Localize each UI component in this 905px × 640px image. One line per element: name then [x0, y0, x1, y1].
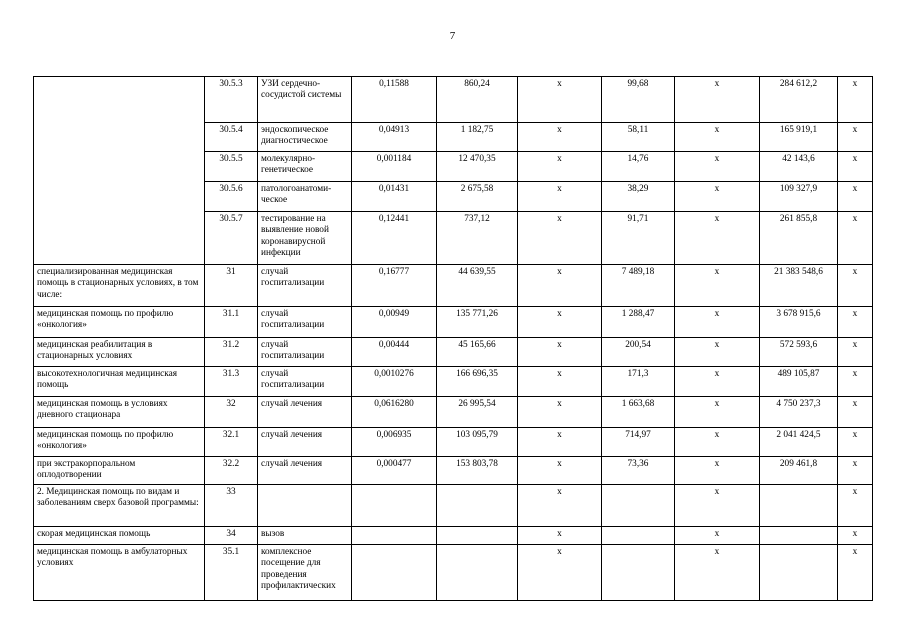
cell-cost: 737,12 [437, 212, 518, 265]
cell-code: 32.1 [205, 428, 258, 457]
cell-col9: 572 593,6 [760, 338, 838, 367]
cell-col8: х [675, 545, 760, 601]
cell-cost: 45 165,66 [437, 338, 518, 367]
cell-col10: х [838, 307, 873, 338]
cell-col8: х [675, 152, 760, 182]
cell-col6: х [518, 428, 602, 457]
cell-col6: х [518, 527, 602, 545]
cell-cost: 26 995,54 [437, 397, 518, 428]
cell-col8: х [675, 527, 760, 545]
cell-unit: патологоанатоми-ческое [258, 182, 352, 212]
cell-col8: х [675, 182, 760, 212]
cell-col6: х [518, 123, 602, 152]
table-row [34, 428, 873, 457]
cell-col10: х [838, 265, 873, 307]
table-row [34, 397, 873, 428]
cell-norm: 0,00444 [352, 338, 437, 367]
cell-col8: х [675, 77, 760, 123]
cell-code: 31.3 [205, 367, 258, 397]
cell-col9 [760, 485, 838, 527]
cell-cost: 44 639,55 [437, 265, 518, 307]
cell-norm: 0,006935 [352, 428, 437, 457]
cell-col9 [760, 527, 838, 545]
cell-norm [352, 545, 437, 601]
cell-unit: случай лечения [258, 457, 352, 485]
cell-col8: х [675, 485, 760, 527]
table-row [34, 367, 873, 397]
table-row [34, 77, 873, 123]
cell-norm: 0,12441 [352, 212, 437, 265]
cell-col7: 171,3 [602, 367, 675, 397]
cell-code: 32.2 [205, 457, 258, 485]
cell-code: 32 [205, 397, 258, 428]
cell-norm: 0,0010276 [352, 367, 437, 397]
cell-name: при экстракорпоральном оплодотворении [34, 457, 205, 485]
cell-col8: х [675, 123, 760, 152]
table-row [34, 457, 873, 485]
table-row [34, 338, 873, 367]
cell-code: 30.5.4 [205, 123, 258, 152]
cell-code: 31.1 [205, 307, 258, 338]
cell-col10: х [838, 152, 873, 182]
table-body [34, 77, 873, 601]
cell-code: 30.5.5 [205, 152, 258, 182]
cell-col6: х [518, 338, 602, 367]
cell-col9: 3 678 915,6 [760, 307, 838, 338]
cell-col9: 109 327,9 [760, 182, 838, 212]
cell-col10: х [838, 457, 873, 485]
page-number: 7 [449, 30, 456, 42]
table-row [34, 307, 873, 338]
cell-unit: комплексное посещение для проведения профилактических [258, 545, 352, 601]
cell-code: 30.5.6 [205, 182, 258, 212]
table-row [34, 545, 873, 601]
cell-col6: х [518, 77, 602, 123]
cell-unit: случай госпитализации [258, 338, 352, 367]
cell-cost: 153 803,78 [437, 457, 518, 485]
cell-col7: 14,76 [602, 152, 675, 182]
cell-col7: 73,36 [602, 457, 675, 485]
cell-code: 33 [205, 485, 258, 527]
cell-col9: 261 855,8 [760, 212, 838, 265]
cell-col9: 489 105,87 [760, 367, 838, 397]
cell-unit: случай лечения [258, 428, 352, 457]
cell-col10: х [838, 485, 873, 527]
cell-name: специализированная медицинская помощь в стационарных условиях, в том числе: [34, 265, 205, 307]
cell-unit: молекулярно-генетическое [258, 152, 352, 182]
cell-cost: 166 696,35 [437, 367, 518, 397]
cell-col8: х [675, 428, 760, 457]
cell-col10: х [838, 212, 873, 265]
cell-unit: вызов [258, 527, 352, 545]
cell-norm: 0,01431 [352, 182, 437, 212]
cell-unit: случай лечения [258, 397, 352, 428]
cell-cost [437, 527, 518, 545]
cell-norm [352, 527, 437, 545]
cell-col9 [760, 545, 838, 601]
cell-cost: 103 095,79 [437, 428, 518, 457]
cell-cost: 135 771,26 [437, 307, 518, 338]
cell-col8: х [675, 307, 760, 338]
cell-col7: 200,54 [602, 338, 675, 367]
cell-col6: х [518, 485, 602, 527]
cell-col7: 714,97 [602, 428, 675, 457]
cell-norm: 0,001184 [352, 152, 437, 182]
financing-table [33, 76, 873, 601]
cell-norm [352, 485, 437, 527]
cell-col6: х [518, 545, 602, 601]
cell-name [34, 77, 205, 265]
cell-col9: 42 143,6 [760, 152, 838, 182]
cell-unit: случай госпитализации [258, 367, 352, 397]
cell-col7: 1 288,47 [602, 307, 675, 338]
cell-unit: случай госпитализации [258, 265, 352, 307]
cell-col10: х [838, 367, 873, 397]
cell-col7 [602, 527, 675, 545]
cell-code: 35.1 [205, 545, 258, 601]
cell-col7: 99,68 [602, 77, 675, 123]
cell-col7 [602, 545, 675, 601]
cell-norm: 0,11588 [352, 77, 437, 123]
cell-col6: х [518, 152, 602, 182]
cell-col7 [602, 485, 675, 527]
cell-col10: х [838, 428, 873, 457]
cell-col10: х [838, 77, 873, 123]
cell-col6: х [518, 307, 602, 338]
cell-unit [258, 485, 352, 527]
table-row [34, 265, 873, 307]
cell-col9: 209 461,8 [760, 457, 838, 485]
cell-cost: 12 470,35 [437, 152, 518, 182]
cell-col8: х [675, 367, 760, 397]
cell-name: медицинская помощь в амбулаторных условиях [34, 545, 205, 601]
cell-name: медицинская реабилитация в стационарных условиях [34, 338, 205, 367]
cell-col7: 1 663,68 [602, 397, 675, 428]
cell-col8: х [675, 212, 760, 265]
cell-col9: 21 383 548,6 [760, 265, 838, 307]
cell-col7: 91,71 [602, 212, 675, 265]
cell-name: высокотехнологичная медицинская помощь [34, 367, 205, 397]
cell-unit: эндоскопическое диагностическое [258, 123, 352, 152]
cell-col6: х [518, 397, 602, 428]
cell-unit: УЗИ сердечно-сосудистой системы [258, 77, 352, 123]
cell-unit: случай госпитализации [258, 307, 352, 338]
cell-col8: х [675, 397, 760, 428]
cell-col10: х [838, 182, 873, 212]
cell-col10: х [838, 527, 873, 545]
cell-col6: х [518, 212, 602, 265]
cell-col8: х [675, 457, 760, 485]
cell-col9: 284 612,2 [760, 77, 838, 123]
cell-col8: х [675, 265, 760, 307]
cell-col7: 38,29 [602, 182, 675, 212]
cell-col9: 165 919,1 [760, 123, 838, 152]
cell-col7: 7 489,18 [602, 265, 675, 307]
cell-unit: тестирование на выявление новой коронавирусной инфекции [258, 212, 352, 265]
table-row [34, 485, 873, 527]
cell-cost [437, 545, 518, 601]
cell-code: 31.2 [205, 338, 258, 367]
cell-name: скорая медицинская помощь [34, 527, 205, 545]
cell-cost: 2 675,58 [437, 182, 518, 212]
cell-name: 2. Медицинская помощь по видам и заболеваниям сверх базовой программы: [34, 485, 205, 527]
cell-name: медицинская помощь по профилю «онкология» [34, 307, 205, 338]
cell-col6: х [518, 367, 602, 397]
cell-code: 30.5.3 [205, 77, 258, 123]
cell-col8: х [675, 338, 760, 367]
cell-col10: х [838, 123, 873, 152]
cell-norm: 0,0616280 [352, 397, 437, 428]
cell-col10: х [838, 397, 873, 428]
cell-norm: 0,04913 [352, 123, 437, 152]
cell-code: 30.5.7 [205, 212, 258, 265]
cell-col6: х [518, 265, 602, 307]
cell-col10: х [838, 545, 873, 601]
cell-cost: 860,24 [437, 77, 518, 123]
cell-col6: х [518, 182, 602, 212]
cell-code: 31 [205, 265, 258, 307]
cell-col7: 58,11 [602, 123, 675, 152]
cell-norm: 0,000477 [352, 457, 437, 485]
cell-code: 34 [205, 527, 258, 545]
cell-name: медицинская помощь в условиях дневного стационара [34, 397, 205, 428]
cell-col6: х [518, 457, 602, 485]
cell-cost [437, 485, 518, 527]
cell-col9: 4 750 237,3 [760, 397, 838, 428]
cell-col10: х [838, 338, 873, 367]
cell-norm: 0,16777 [352, 265, 437, 307]
cell-cost: 1 182,75 [437, 123, 518, 152]
cell-col9: 2 041 424,5 [760, 428, 838, 457]
cell-name: медицинская помощь по профилю «онкология» [34, 428, 205, 457]
cell-norm: 0,00949 [352, 307, 437, 338]
table-row [34, 527, 873, 545]
